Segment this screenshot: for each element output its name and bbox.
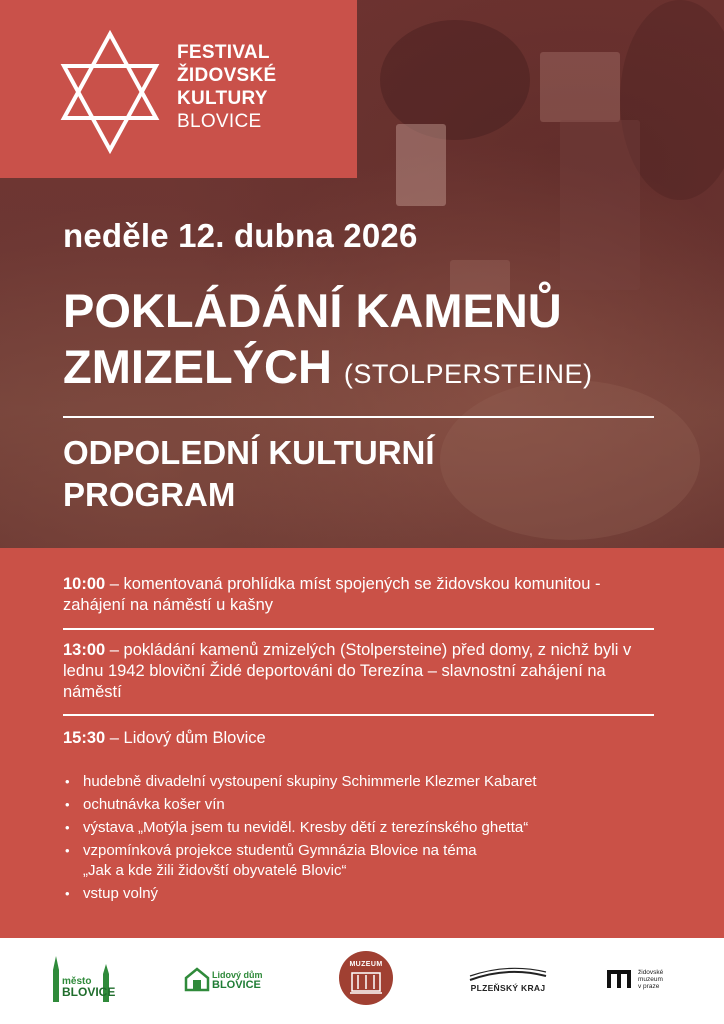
zm-line: v praze xyxy=(638,983,660,990)
zidovske-muzeum-label xyxy=(638,969,663,990)
mesto-label-small: město xyxy=(62,976,92,987)
zidovske-muzeum-logo xyxy=(606,964,676,994)
lidovy-dum-big: BLOVICE xyxy=(212,979,261,991)
event-title-line2 xyxy=(63,339,592,402)
mesto-blovice-logo xyxy=(48,954,118,1006)
museum-building-icon xyxy=(339,951,393,1005)
list-item-text-continued: „Jak a kde žili židovští obyvatelé Blovic“ xyxy=(83,862,347,879)
mesto-blovice-label xyxy=(62,976,115,998)
lidovy-dum-label xyxy=(212,970,263,990)
program-text: – pokládání kamenů zmizelých (Stolpersteine) před domy, z nichž byli v lednu 1942 bloviční Židé deportováni do Terezína – slavnostní zahájení na náměstí xyxy=(63,641,632,701)
star-of-david-icon xyxy=(56,30,164,154)
program-entry xyxy=(63,640,663,703)
divider xyxy=(63,628,654,630)
mesto-label-big: BLOVICE xyxy=(62,985,116,999)
list-item-text: hudebně divadelní vystoupení skupiny Schimmerle Klezmer Kabaret xyxy=(83,773,537,790)
lidovy-dum-logo xyxy=(184,964,274,994)
zm-line: židovské xyxy=(638,969,664,976)
plzensky-kraj-label: PLZEŇSKÝ KRAJ xyxy=(470,983,546,993)
event-subtitle-line: PROGRAM xyxy=(63,476,236,513)
muzeum-label: MUZEUM xyxy=(349,961,383,968)
festival-name-line: ŽIDOVSKÉ xyxy=(177,65,277,86)
gravestone-shape xyxy=(540,52,620,122)
lidovy-dum-small: Lidový dům xyxy=(212,970,263,980)
list-item-text: vzpomínková projekce studentů Gymnázia Blovice na téma xyxy=(83,842,477,859)
festival-logo xyxy=(0,0,357,178)
program-text: – komentovaná prohlídka míst spojených se židovskou komunitou - zahájení na náměstí u kašny xyxy=(63,575,601,614)
program-time: 13:00 xyxy=(63,641,106,659)
zm-line: muzeum xyxy=(638,976,663,983)
event-title-word: ZMIZELÝCH xyxy=(63,340,332,393)
list-item-text: vstup volný xyxy=(83,885,159,902)
muzeum-logo xyxy=(339,951,393,1005)
festival-town: BLOVICE xyxy=(177,111,262,132)
program-items-list xyxy=(63,772,683,907)
program-text: – Lidový dům Blovice xyxy=(105,729,266,747)
plzen-arc-icon xyxy=(466,966,550,982)
event-title xyxy=(63,283,592,402)
partner-logos-footer xyxy=(0,938,724,1024)
divider xyxy=(63,416,654,418)
plzensky-kraj-logo xyxy=(466,966,550,994)
list-item xyxy=(63,818,683,838)
festival-name xyxy=(177,41,277,133)
foliage-shape xyxy=(380,20,530,140)
divider xyxy=(63,714,654,716)
festival-name-line: KULTURY xyxy=(177,88,268,109)
list-item-text: výstava „Motýla jsem tu neviděl. Kresby dětí z terezínského ghetta“ xyxy=(83,819,529,836)
program-entry xyxy=(63,728,663,749)
museum-m-icon xyxy=(606,966,634,990)
event-date: neděle 12. dubna 2026 xyxy=(63,217,418,254)
list-item-text: ochutnávka košer vín xyxy=(83,796,225,813)
event-title-line: POKLÁDÁNÍ KAMENŮ xyxy=(63,284,562,337)
list-item xyxy=(63,884,683,904)
list-item xyxy=(63,841,683,881)
list-item xyxy=(63,795,683,815)
program-entry xyxy=(63,574,663,616)
house-icon xyxy=(184,966,210,992)
gravestone-shape xyxy=(396,124,446,206)
event-title-paren: (STOLPERSTEINE) xyxy=(343,359,593,389)
program-time: 10:00 xyxy=(63,575,106,593)
gravestone-shape xyxy=(560,120,640,290)
program-time: 15:30 xyxy=(63,729,106,747)
event-subtitle-line: ODPOLEDNÍ KULTURNÍ xyxy=(63,434,435,471)
foliage-shape xyxy=(440,380,700,540)
program-section xyxy=(0,548,724,938)
list-item xyxy=(63,772,683,792)
event-subtitle xyxy=(63,432,435,516)
festival-name-line: FESTIVAL xyxy=(177,42,270,63)
